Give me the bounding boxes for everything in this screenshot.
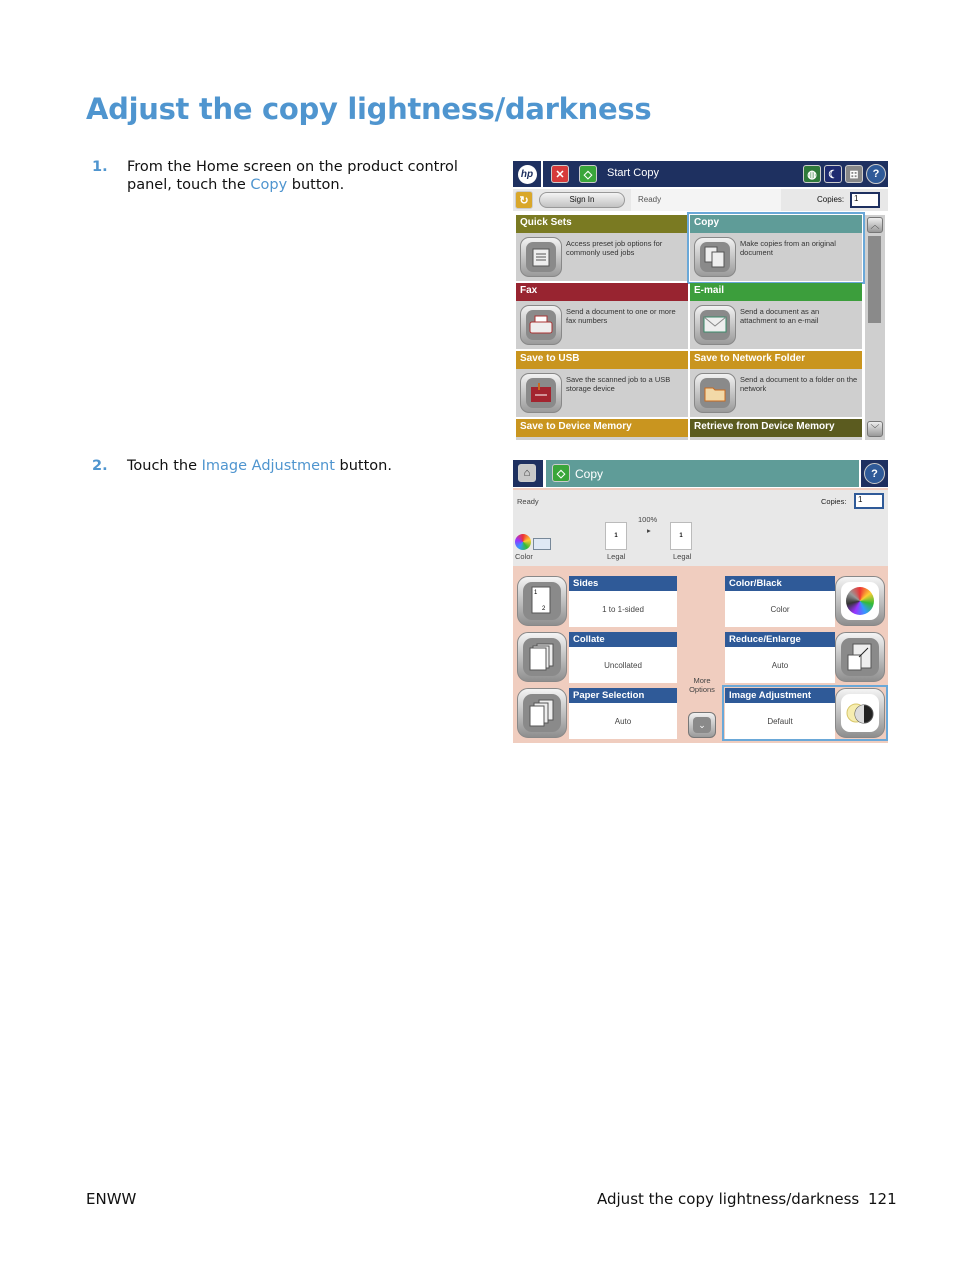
start-icon[interactable]: ◇ <box>579 165 597 183</box>
option-sides[interactable]: 1 2 Sides 1 to 1-sided <box>517 576 677 626</box>
home-screen-screenshot <box>513 161 888 440</box>
globe-icon[interactable]: ◍ <box>803 165 821 183</box>
more-options-label: More Options <box>689 676 715 694</box>
svg-text:2: 2 <box>542 606 546 612</box>
color-wheel-icon <box>515 534 531 550</box>
option-collate[interactable]: Collate Uncollated <box>517 632 677 682</box>
title-bar <box>513 460 888 488</box>
scroll-down-icon[interactable]: ﹀ <box>867 421 883 437</box>
hp-logo: hp <box>513 161 541 187</box>
sides-icon <box>517 576 567 626</box>
copy-link[interactable]: Copy <box>250 177 288 193</box>
color-label: Color <box>515 552 533 561</box>
chevron-down-icon: ⌄ <box>693 717 711 733</box>
copy-screen-screenshot <box>513 460 888 743</box>
clipboard-icon <box>520 237 562 277</box>
tile-retrieve-from-device-memory[interactable]: Retrieve from Device Memory <box>690 419 862 440</box>
tile-save-to-network-folder[interactable]: Save to Network Folder Send a document to a folder on the network <box>690 351 862 417</box>
status-text: Ready <box>638 195 662 204</box>
tile-quick-sets[interactable]: Quick Sets Access preset job options for commonly used jobs <box>516 215 688 281</box>
scroll-up-icon[interactable]: ︿ <box>867 217 883 233</box>
start-icon[interactable]: ◇ <box>552 464 570 482</box>
status-bar <box>513 189 888 211</box>
tile-save-to-usb[interactable]: Save to USB Save the scanned job to a USB storage device <box>516 351 688 417</box>
stop-icon[interactable]: ✕ <box>551 165 569 183</box>
image-adjustment-link[interactable]: Image Adjustment <box>201 458 335 474</box>
image-adjust-icon <box>835 688 885 738</box>
option-paper-selection[interactable]: Paper Selection Auto <box>517 688 677 738</box>
scroll-thumb[interactable] <box>868 236 881 323</box>
sleep-icon[interactable]: ☾ <box>824 165 842 183</box>
scrollbar[interactable] <box>865 215 885 440</box>
reduce-enlarge-icon <box>835 632 885 682</box>
footer-left: ENWW <box>86 1190 137 1208</box>
home-icon[interactable]: ⌂ <box>518 464 536 482</box>
start-copy-label[interactable]: Start Copy <box>607 167 659 179</box>
paper-icon <box>517 688 567 738</box>
tile-fax[interactable]: Fax Send a document to one or more fax numbers <box>516 283 688 349</box>
arrow-right-icon: ▸ <box>647 526 651 535</box>
source-page-icon: 1 <box>605 522 627 550</box>
tile-email[interactable]: E-mail Send a document as an attachment to an e-mail <box>690 283 862 349</box>
fax-icon <box>520 305 562 345</box>
step-text: Touch the Image Adjustment button. <box>127 458 392 474</box>
copies-label: Copies: <box>821 497 847 506</box>
usb-icon <box>520 373 562 413</box>
copies-input[interactable]: 1 <box>850 192 880 208</box>
svg-text:1: 1 <box>534 590 538 596</box>
envelope-icon <box>694 305 736 345</box>
help-icon[interactable]: ? <box>864 463 885 484</box>
page-number: 121 <box>868 1190 897 1208</box>
sign-in-button[interactable]: Sign In <box>539 192 625 208</box>
option-image-adjustment[interactable]: Image Adjustment Default <box>725 688 885 738</box>
page-title: Adjust the copy lightness/darkness <box>86 92 652 126</box>
dest-page-icon: 1 <box>670 522 692 550</box>
copy-icon <box>694 237 736 277</box>
copies-input[interactable]: 1 <box>854 493 884 509</box>
option-reduce-enlarge[interactable]: Reduce/Enlarge Auto <box>725 632 885 682</box>
status-text: Ready <box>517 497 539 506</box>
option-color-black[interactable]: Color/Black Color <box>725 576 885 626</box>
collate-icon <box>517 632 567 682</box>
original-icon <box>533 538 551 550</box>
status-area <box>513 490 888 566</box>
folder-icon <box>694 373 736 413</box>
tile-save-to-device-memory[interactable]: Save to Device Memory <box>516 419 688 440</box>
copy-title: Copy <box>575 467 604 481</box>
title-bar <box>543 161 888 187</box>
scale-text: 100% <box>638 515 658 524</box>
tile-copy[interactable]: Copy Make copies from an original document <box>690 215 862 281</box>
copies-label: Copies: <box>817 195 845 204</box>
help-icon[interactable]: ? <box>866 164 886 184</box>
step-number: 1. <box>92 159 108 175</box>
dest-page-label: Legal <box>673 552 692 561</box>
refresh-icon[interactable]: ↻ <box>515 191 533 209</box>
step-text: From the Home screen on the product control panel, touch the Copy button. <box>127 159 458 193</box>
color-black-icon <box>835 576 885 626</box>
network-icon[interactable]: ⊞ <box>845 165 863 183</box>
more-options-button[interactable] <box>688 712 716 738</box>
source-page-label: Legal <box>607 552 626 561</box>
footer-section: Adjust the copy lightness/darkness <box>597 1190 860 1208</box>
step-number: 2. <box>92 458 108 474</box>
